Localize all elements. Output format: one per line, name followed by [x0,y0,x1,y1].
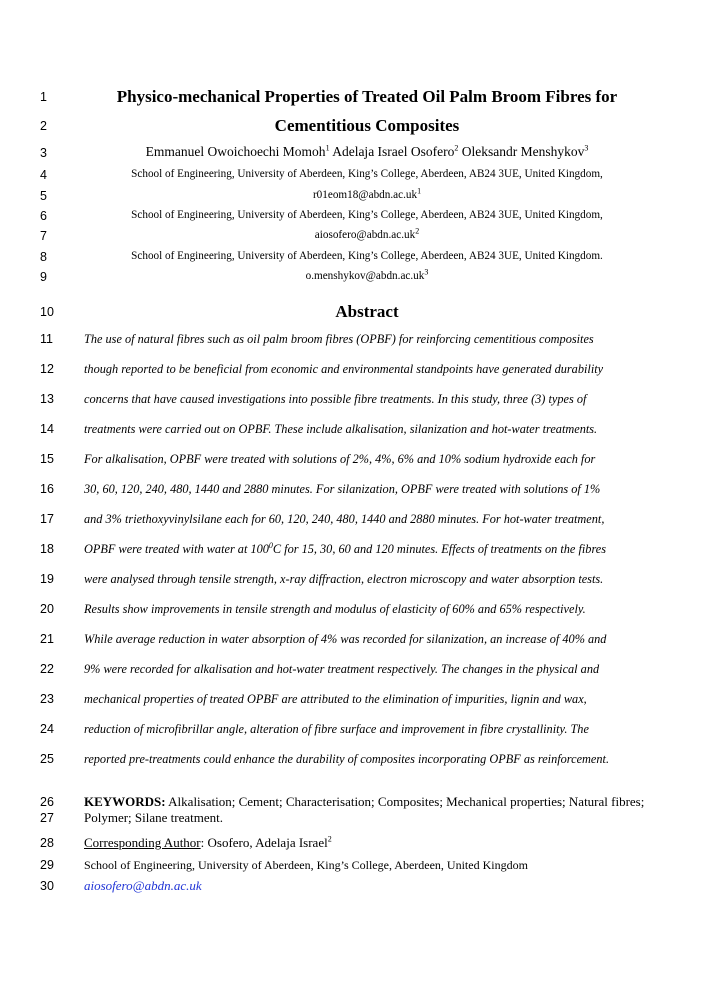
affiliation-address: School of Engineering, University of Aberdeen, King’s College, Aberdeen, AB24 3UE, United Kingdom. [131,250,603,262]
paper-title-line-1: Physico-mechanical Properties of Treated Oil Palm Broom Fibres for [116,87,618,106]
line-number: 17 [40,512,54,526]
abstract-heading: Abstract [335,302,399,321]
line-number: 2 [40,119,47,133]
affiliation-email [84,267,650,282]
affiliation-address: School of Engineering, University of Aberdeen, King’s College, Aberdeen, AB24 3UE, United Kingdom, [131,209,603,221]
abstract-line: reported pre-treatments could enhance the durability of composites incorporating OPBF as reinforcement. [84,752,610,766]
line-number: 8 [40,250,47,264]
line-number: 23 [40,692,54,706]
line-number: 30 [40,879,54,893]
line-number: 19 [40,572,54,586]
line-number: 14 [40,422,54,436]
keywords-label: KEYWORDS: [84,794,166,809]
abstract-line: were analysed through tensile strength, x-ray diffraction, electron microscopy and water absorption tests. [84,572,604,586]
corresponding-author-label: Corresponding Author [84,835,201,850]
line-number: 21 [40,632,54,646]
author-affiliation-marker: 2 [454,143,459,153]
abstract-line: though reported to be beneficial from economic and environmental standpoints have generated durability [84,362,604,376]
abstract-line-text: C for 15, 30, 60 and 120 minutes. Effects of treatments on the fibres [272,542,607,556]
line-number: 26 [40,795,54,809]
abstract-line: 30, 60, 120, 240, 480, 1440 and 2880 minutes. For silanization, OPBF were treated with solutions of 1% [84,482,601,496]
abstract-line: concerns that have caused investigations into possible fibre treatments. In this study, three (3) types of [84,392,587,406]
keywords-text: Alkalisation; Cement; Characterisation; Composites; Mechanical properties; Natural fibres; [168,794,645,809]
affiliation-marker: 1 [417,186,422,196]
keywords-line: Polymer; Silane treatment. [84,810,223,825]
line-number: 18 [40,542,54,556]
degree-superscript: 0 [268,540,273,550]
line-number: 22 [40,662,54,676]
line-number: 3 [40,146,47,160]
line-number: 9 [40,270,47,284]
line-number: 4 [40,168,47,182]
abstract-line [84,542,664,557]
author-name: Emmanuel Owoichoechi Momoh [145,144,326,159]
line-number: 13 [40,392,54,406]
line-number: 15 [40,452,54,466]
author-name: Adelaja Israel Osofero [332,144,455,159]
line-number: 28 [40,836,54,850]
abstract-line: Results show improvements in tensile strength and modulus of elasticity of 60% and 65% respectively. [84,602,586,616]
author-affiliation-marker: 3 [584,143,589,153]
author-affiliation-marker: 1 [325,143,330,153]
abstract-line: reduction of microfibrillar angle, alteration of fibre surface and improvement in fibre crystallinity. The [84,722,589,736]
line-number: 6 [40,209,47,223]
affiliation-address: School of Engineering, University of Aberdeen, King’s College, Aberdeen, AB24 3UE, United Kingdom, [131,168,603,180]
line-number: 27 [40,811,54,825]
author-list [84,144,650,160]
line-number: 7 [40,229,47,243]
corresponding-email-link[interactable]: aiosofero@abdn.ac.uk [84,878,202,893]
corresponding-author [84,835,664,851]
line-number: 1 [40,90,47,104]
corresponding-address: School of Engineering, University of Aberdeen, King’s College, Aberdeen, United Kingdom [84,858,528,872]
abstract-line-text: OPBF were treated with water at 100 [84,542,269,556]
line-number: 10 [40,305,54,319]
abstract-line: treatments were carried out on OPBF. These include alkalisation, silanization and hot-water treatments. [84,422,598,436]
email-text: o.menshykov@abdn.ac.uk [305,270,425,282]
affiliation-marker: 2 [327,834,332,844]
corresponding-author-name: : Osofero, Adelaja Israel [200,835,328,850]
keywords-line [84,794,664,810]
paper-title-line-2: Cementitious Composites [274,116,460,135]
author-name: Oleksandr Menshykov [461,144,585,159]
line-number: 29 [40,858,54,872]
line-number: 12 [40,362,54,376]
abstract-line: mechanical properties of treated OPBF are attributed to the elimination of impurities, lignin and wax, [84,692,587,706]
abstract-line: While average reduction in water absorption of 4% was recorded for silanization, an increase of 40% and [84,632,607,646]
line-number: 5 [40,189,47,203]
affiliation-marker: 3 [424,267,429,277]
abstract-line: The use of natural fibres such as oil palm broom fibres (OPBF) for reinforcing cementitious composites [84,332,594,346]
email-text: r01eom18@abdn.ac.uk [312,189,418,201]
email-text: aiosofero@abdn.ac.uk [314,229,416,241]
line-number: 24 [40,722,54,736]
abstract-line: and 3% triethoxyvinylsilane each for 60, 120, 240, 480, 1440 and 2880 minutes. For hot-water treatment, [84,512,605,526]
affiliation-email [84,186,650,201]
affiliation-marker: 2 [415,226,420,236]
line-number: 11 [40,332,53,346]
line-number: 25 [40,752,54,766]
line-number: 20 [40,602,54,616]
line-number: 16 [40,482,54,496]
abstract-line: For alkalisation, OPBF were treated with solutions of 2%, 4%, 6% and 10% sodium hydroxide each for [84,452,596,466]
affiliation-email [84,226,650,241]
abstract-line: 9% were recorded for alkalisation and hot-water treatment respectively. The changes in the physical and [84,662,600,676]
